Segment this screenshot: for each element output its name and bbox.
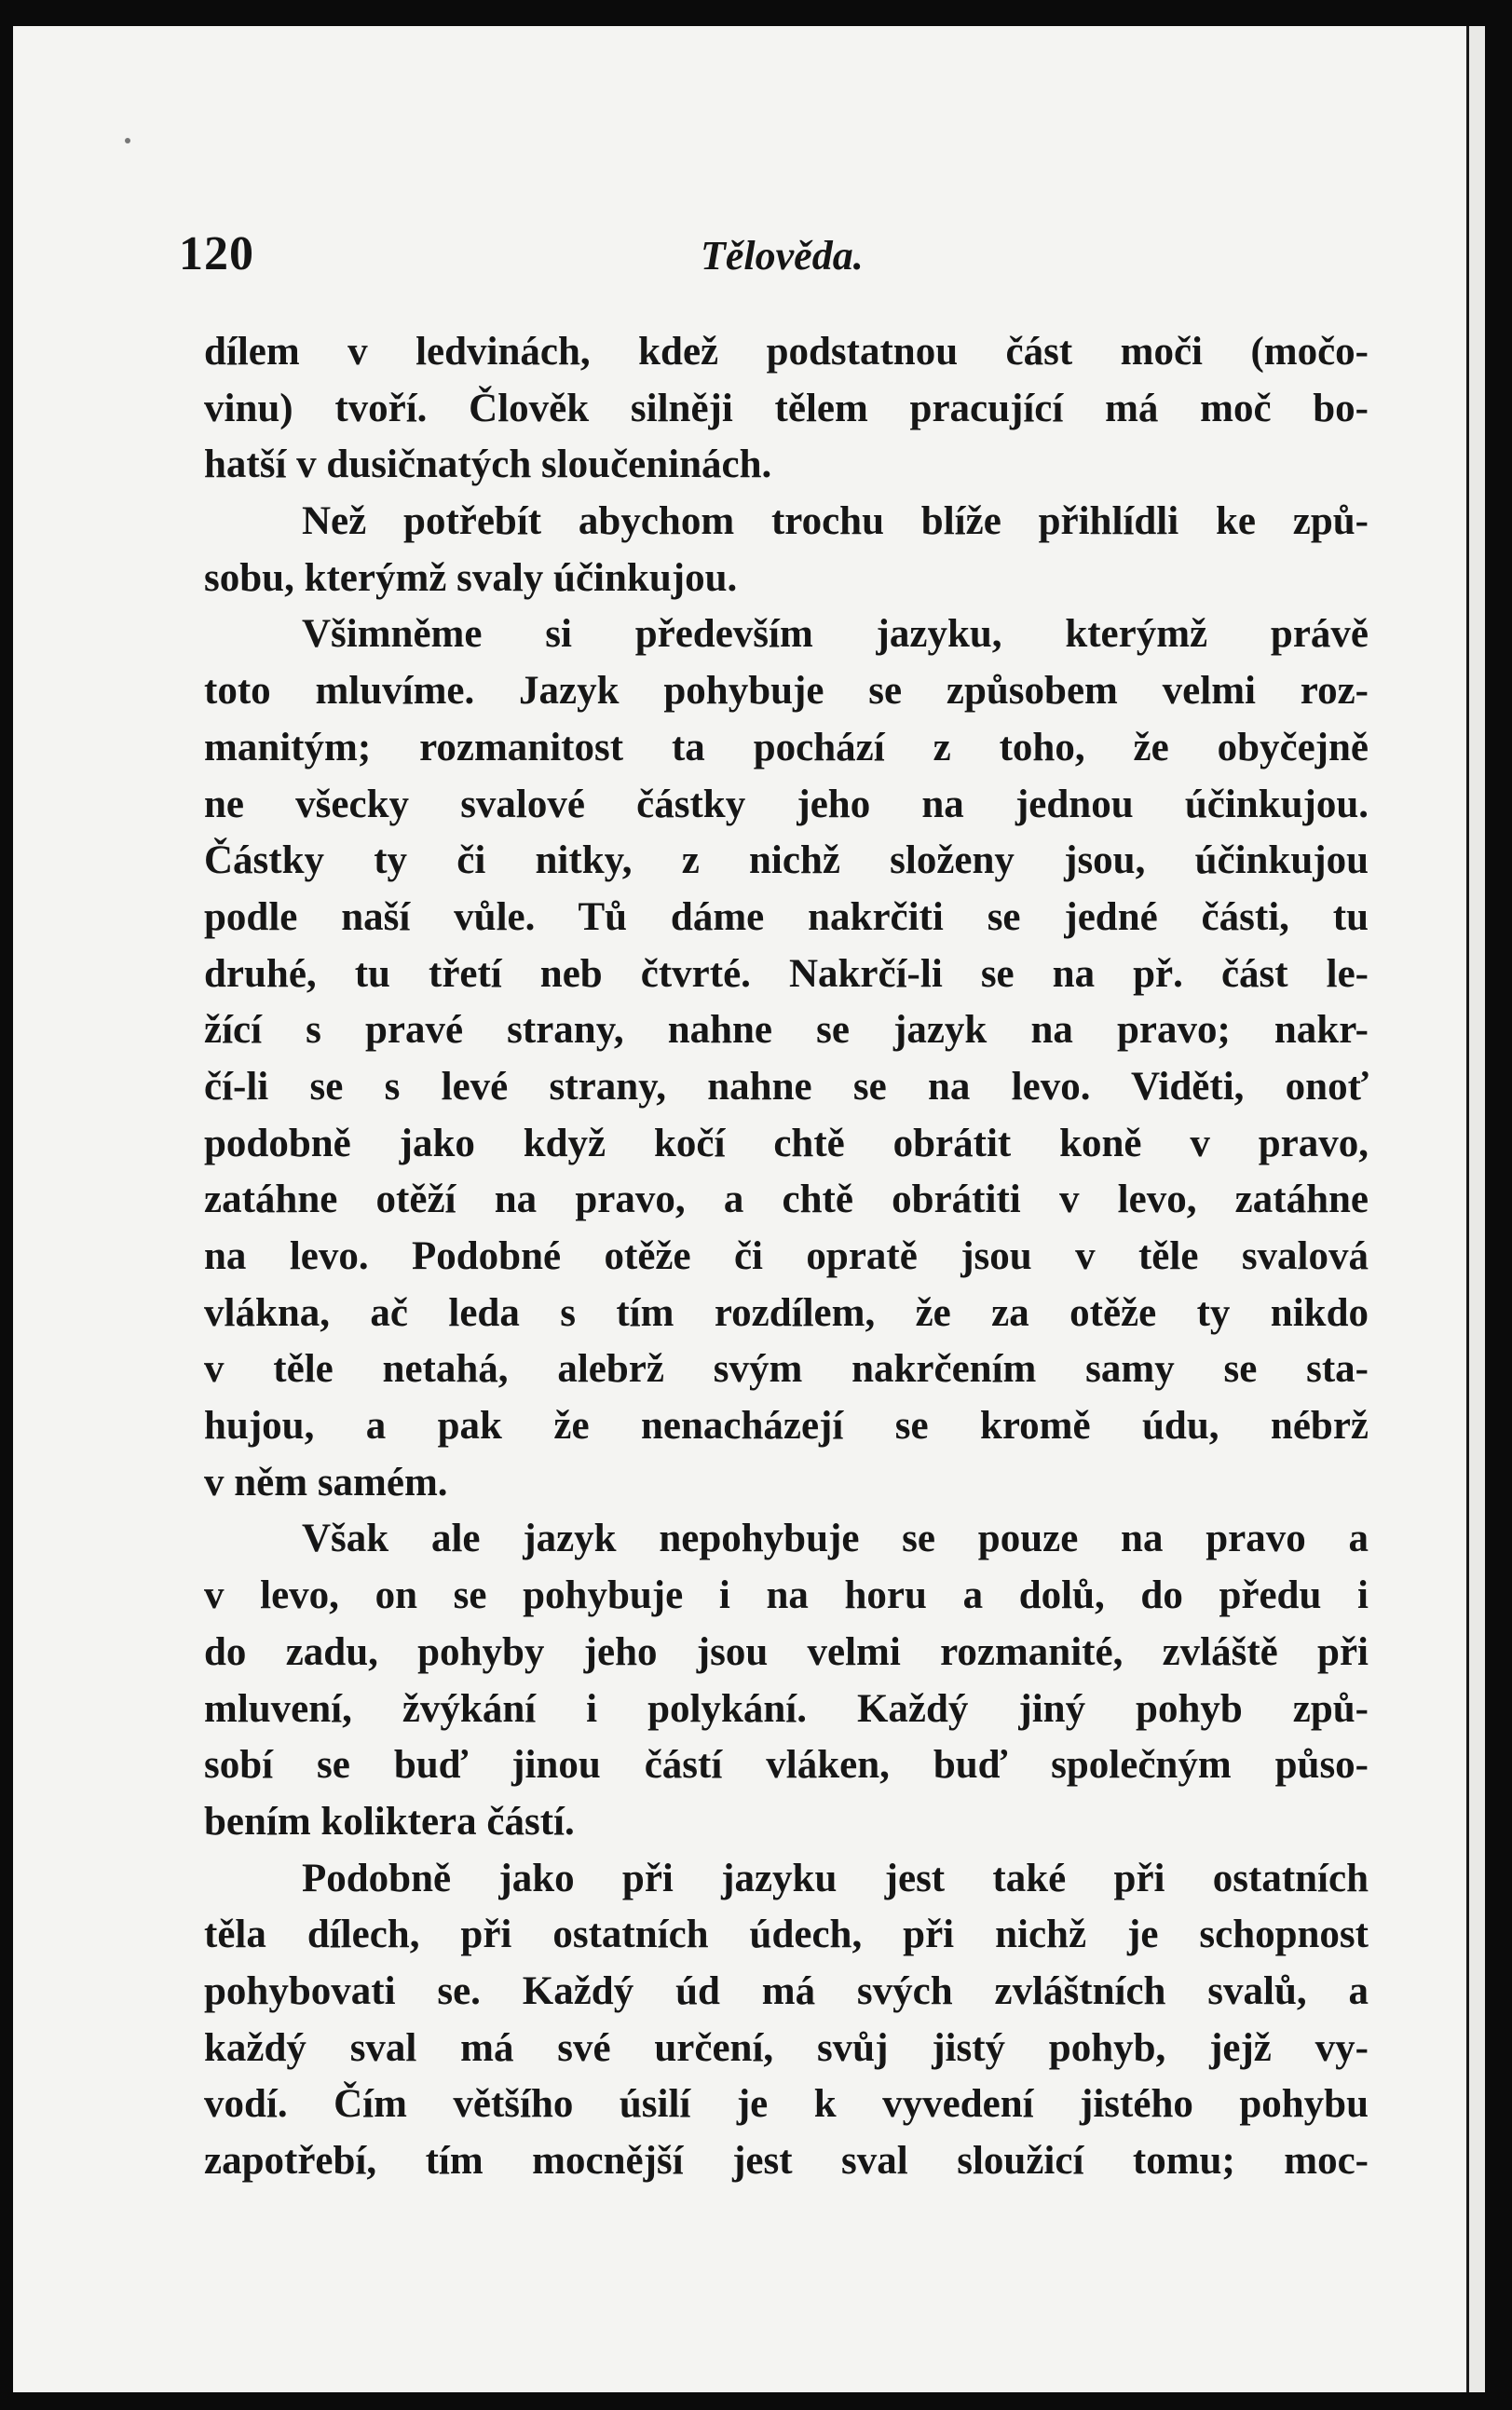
text-line: čí-li se s levé strany, nahne se na levo. Viděti, onoť — [204, 1064, 1369, 1109]
page-header — [179, 226, 1334, 292]
text-line: dílem v ledvinách, kdež podstatnou část moči (močo- — [204, 330, 1369, 374]
text-line: Podobně jako při jazyku jest také při ostatních — [302, 1856, 1369, 1900]
text-line: Však ale jazyk nepohybuje se pouze na pravo a — [302, 1517, 1369, 1561]
text-line: pohybovati se. Každý úd má svých zvláštních svalů, a — [204, 1968, 1369, 2013]
text-line: manitým; rozmanitost ta pochází z toho, že obyčejně — [204, 725, 1369, 769]
text-line: do zadu, pohyby jeho jsou velmi rozmanité, zvláště při — [204, 1629, 1369, 1674]
page-speck — [125, 138, 130, 143]
text-line: na levo. Podobné otěže či opratě jsou v těle svalová — [204, 1234, 1369, 1278]
text-line: hatší v dusičnatých sloučeninách. — [204, 443, 772, 487]
text-line: druhé, tu třetí neb čtvrté. Nakrčí-li se na př. část le- — [204, 951, 1369, 996]
text-line: podle naší vůle. Tů dáme nakrčiti se jedné části, tu — [204, 894, 1369, 939]
adjacent-page-edge — [1466, 26, 1485, 2392]
text-line: vlákna, ač leda s tím rozdílem, že za otěže ty nikdo — [204, 1290, 1369, 1335]
text-line: zapotřebí, tím mocnější jest sval sloužicí tomu; moc- — [204, 2139, 1369, 2183]
text-line: bením koliktera částí. — [204, 1799, 575, 1844]
text-line: podobně jako když kočí chtě obrátit koně v pravo, — [204, 1121, 1369, 1165]
text-line: v něm samém. — [204, 1460, 448, 1505]
text-line: Než potřebít abychom trochu blíže přihlídli ke způ- — [302, 499, 1369, 544]
text-line: v levo, on se pohybuje i na horu a dolů, do předu i — [204, 1573, 1369, 1618]
text-line: mluvení, žvýkání i polykání. Každý jiný pohyb způ- — [204, 1686, 1369, 1731]
text-line: vodí. Čím většího úsilí je k vyvedení jistého pohybu — [204, 2082, 1369, 2127]
text-line: sobí se buď jinou částí vláken, buď společným půso- — [204, 1743, 1369, 1788]
text-line: ne všecky svalové částky jeho na jednou účinkujou. — [204, 782, 1369, 826]
book-page — [13, 26, 1485, 2392]
text-line: v těle netahá, alebrž svým nakrčením samy se sta- — [204, 1347, 1369, 1392]
text-line: sobu, kterýmž svaly účinkujou. — [204, 555, 738, 600]
text-line: žící s pravé strany, nahne se jazyk na pravo; nakr- — [204, 1008, 1369, 1053]
text-line: vinu) tvoří. Člověk silněji tělem pracující má moč bo- — [204, 386, 1369, 430]
body-text — [204, 324, 1369, 2190]
text-line: zatáhne otěží na pravo, a chtě obrátiti v levo, zatáhne — [204, 1178, 1369, 1222]
running-title: Tělověda. — [701, 233, 864, 279]
text-line: těla dílech, při ostatních údech, při nichž je schopnost — [204, 1913, 1369, 1957]
text-line: Všimněme si především jazyku, kterýmž právě — [302, 612, 1369, 657]
page-number: 120 — [179, 227, 254, 280]
text-line: hujou, a pak že nenacházejí se kromě údu, nébrž — [204, 1404, 1369, 1449]
text-line: každý sval má své určení, svůj jistý pohyb, jejž vy- — [204, 2025, 1369, 2070]
text-line: toto mluvíme. Jazyk pohybuje se způsobem velmi roz- — [204, 669, 1369, 714]
text-line: Částky ty či nitky, z nichž složeny jsou, účinkujou — [204, 838, 1369, 883]
